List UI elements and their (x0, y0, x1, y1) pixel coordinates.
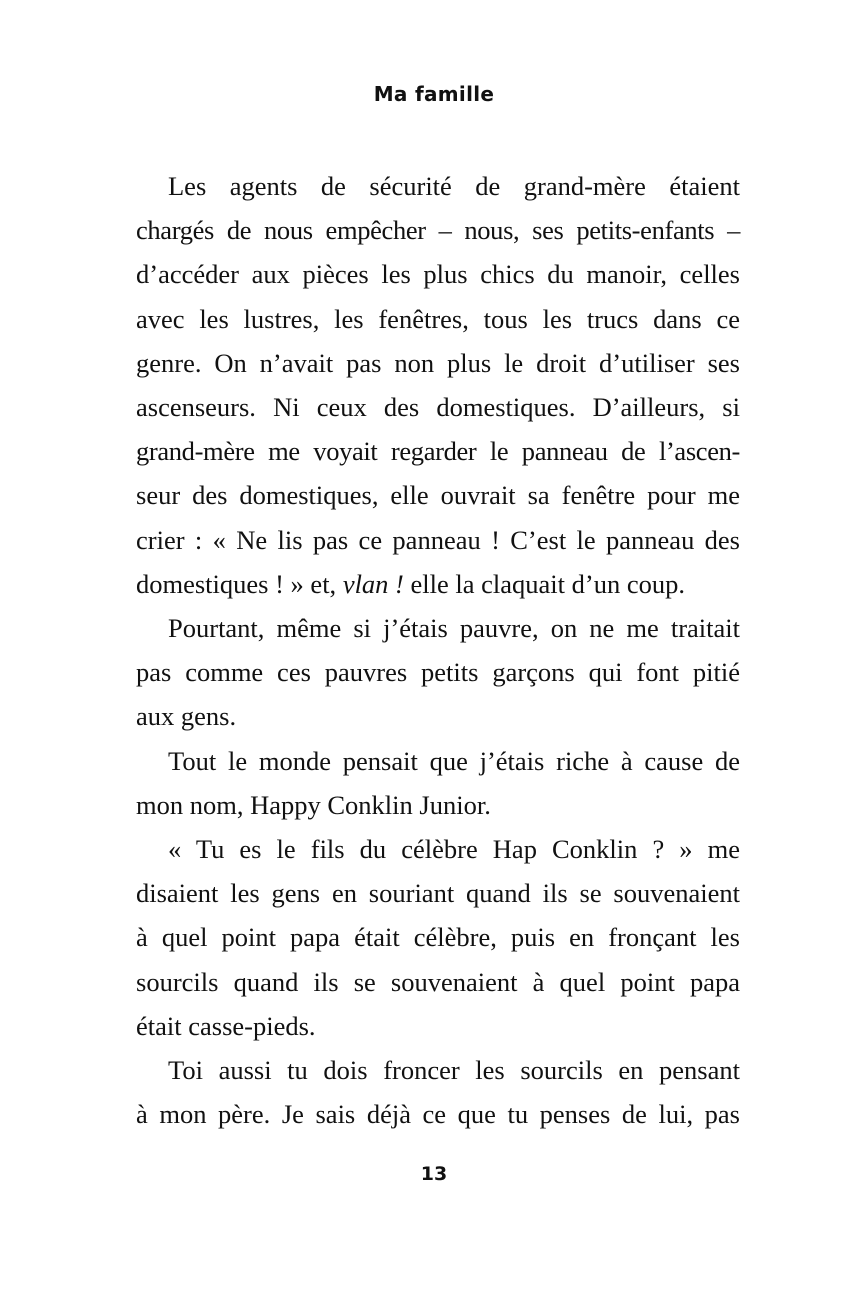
text-line: avec les lustres, les fenêtres, tous les trucs dans ce (136, 303, 740, 334)
text-line: sourcils quand ils se souvenaient à quel point papa (136, 966, 740, 997)
text-line (136, 562, 740, 606)
text-line: Les agents de sécurité de grand-mère étaient (168, 171, 740, 201)
text-line: « Tu es le fils du célèbre Hap Conklin ? » me (168, 834, 740, 865)
text-line: crier : « Ne lis pas ce panneau ! C’est le panneau des (136, 524, 740, 555)
text-line: seur des domestiques, elle ouvrait sa fenêtre pour me (136, 480, 740, 511)
text-line: genre. On n’avait pas non plus le droit d’utiliser ses (136, 347, 740, 378)
italic-text: vlan ! (342, 568, 404, 599)
text-line: à mon père. Je sais déjà ce que tu penses de lui, pas (136, 1099, 740, 1130)
text-line: pas comme ces pauvres petits garçons qui font pitié (136, 657, 740, 688)
text-line: Tout le monde pensait que j’étais riche à cause de (168, 745, 740, 776)
body-text (136, 164, 740, 1136)
text-line: grand-mère me voyait regarder le panneau de l’ascen- (136, 436, 740, 467)
text-line: Toi aussi tu dois froncer les sourcils en pensant (168, 1055, 740, 1086)
text-line: d’accéder aux pièces les plus chics du manoir, celles (136, 259, 740, 290)
text-segment: domestiques ! » et, (136, 568, 343, 599)
text-line: à quel point papa était célèbre, puis en fronçant les (136, 922, 740, 953)
text-line: aux gens. (136, 701, 237, 732)
running-head: Ma famille (373, 82, 495, 106)
page-number: 13 (420, 1163, 448, 1185)
text-line: était casse-pieds. (136, 1010, 316, 1041)
text-line: chargés de nous empêcher – nous, ses petits-enfants – (136, 215, 740, 246)
text-line: ascenseurs. Ni ceux des domestiques. D’ailleurs, si (136, 392, 740, 423)
text-line: mon nom, Happy Conklin Junior. (136, 789, 491, 820)
text-line: Pourtant, même si j’étais pauvre, on ne me traitait (168, 613, 740, 644)
text-line: disaient les gens en souriant quand ils se souvenaient (136, 878, 740, 909)
text-segment: elle la claquait d’un coup. (403, 568, 685, 599)
